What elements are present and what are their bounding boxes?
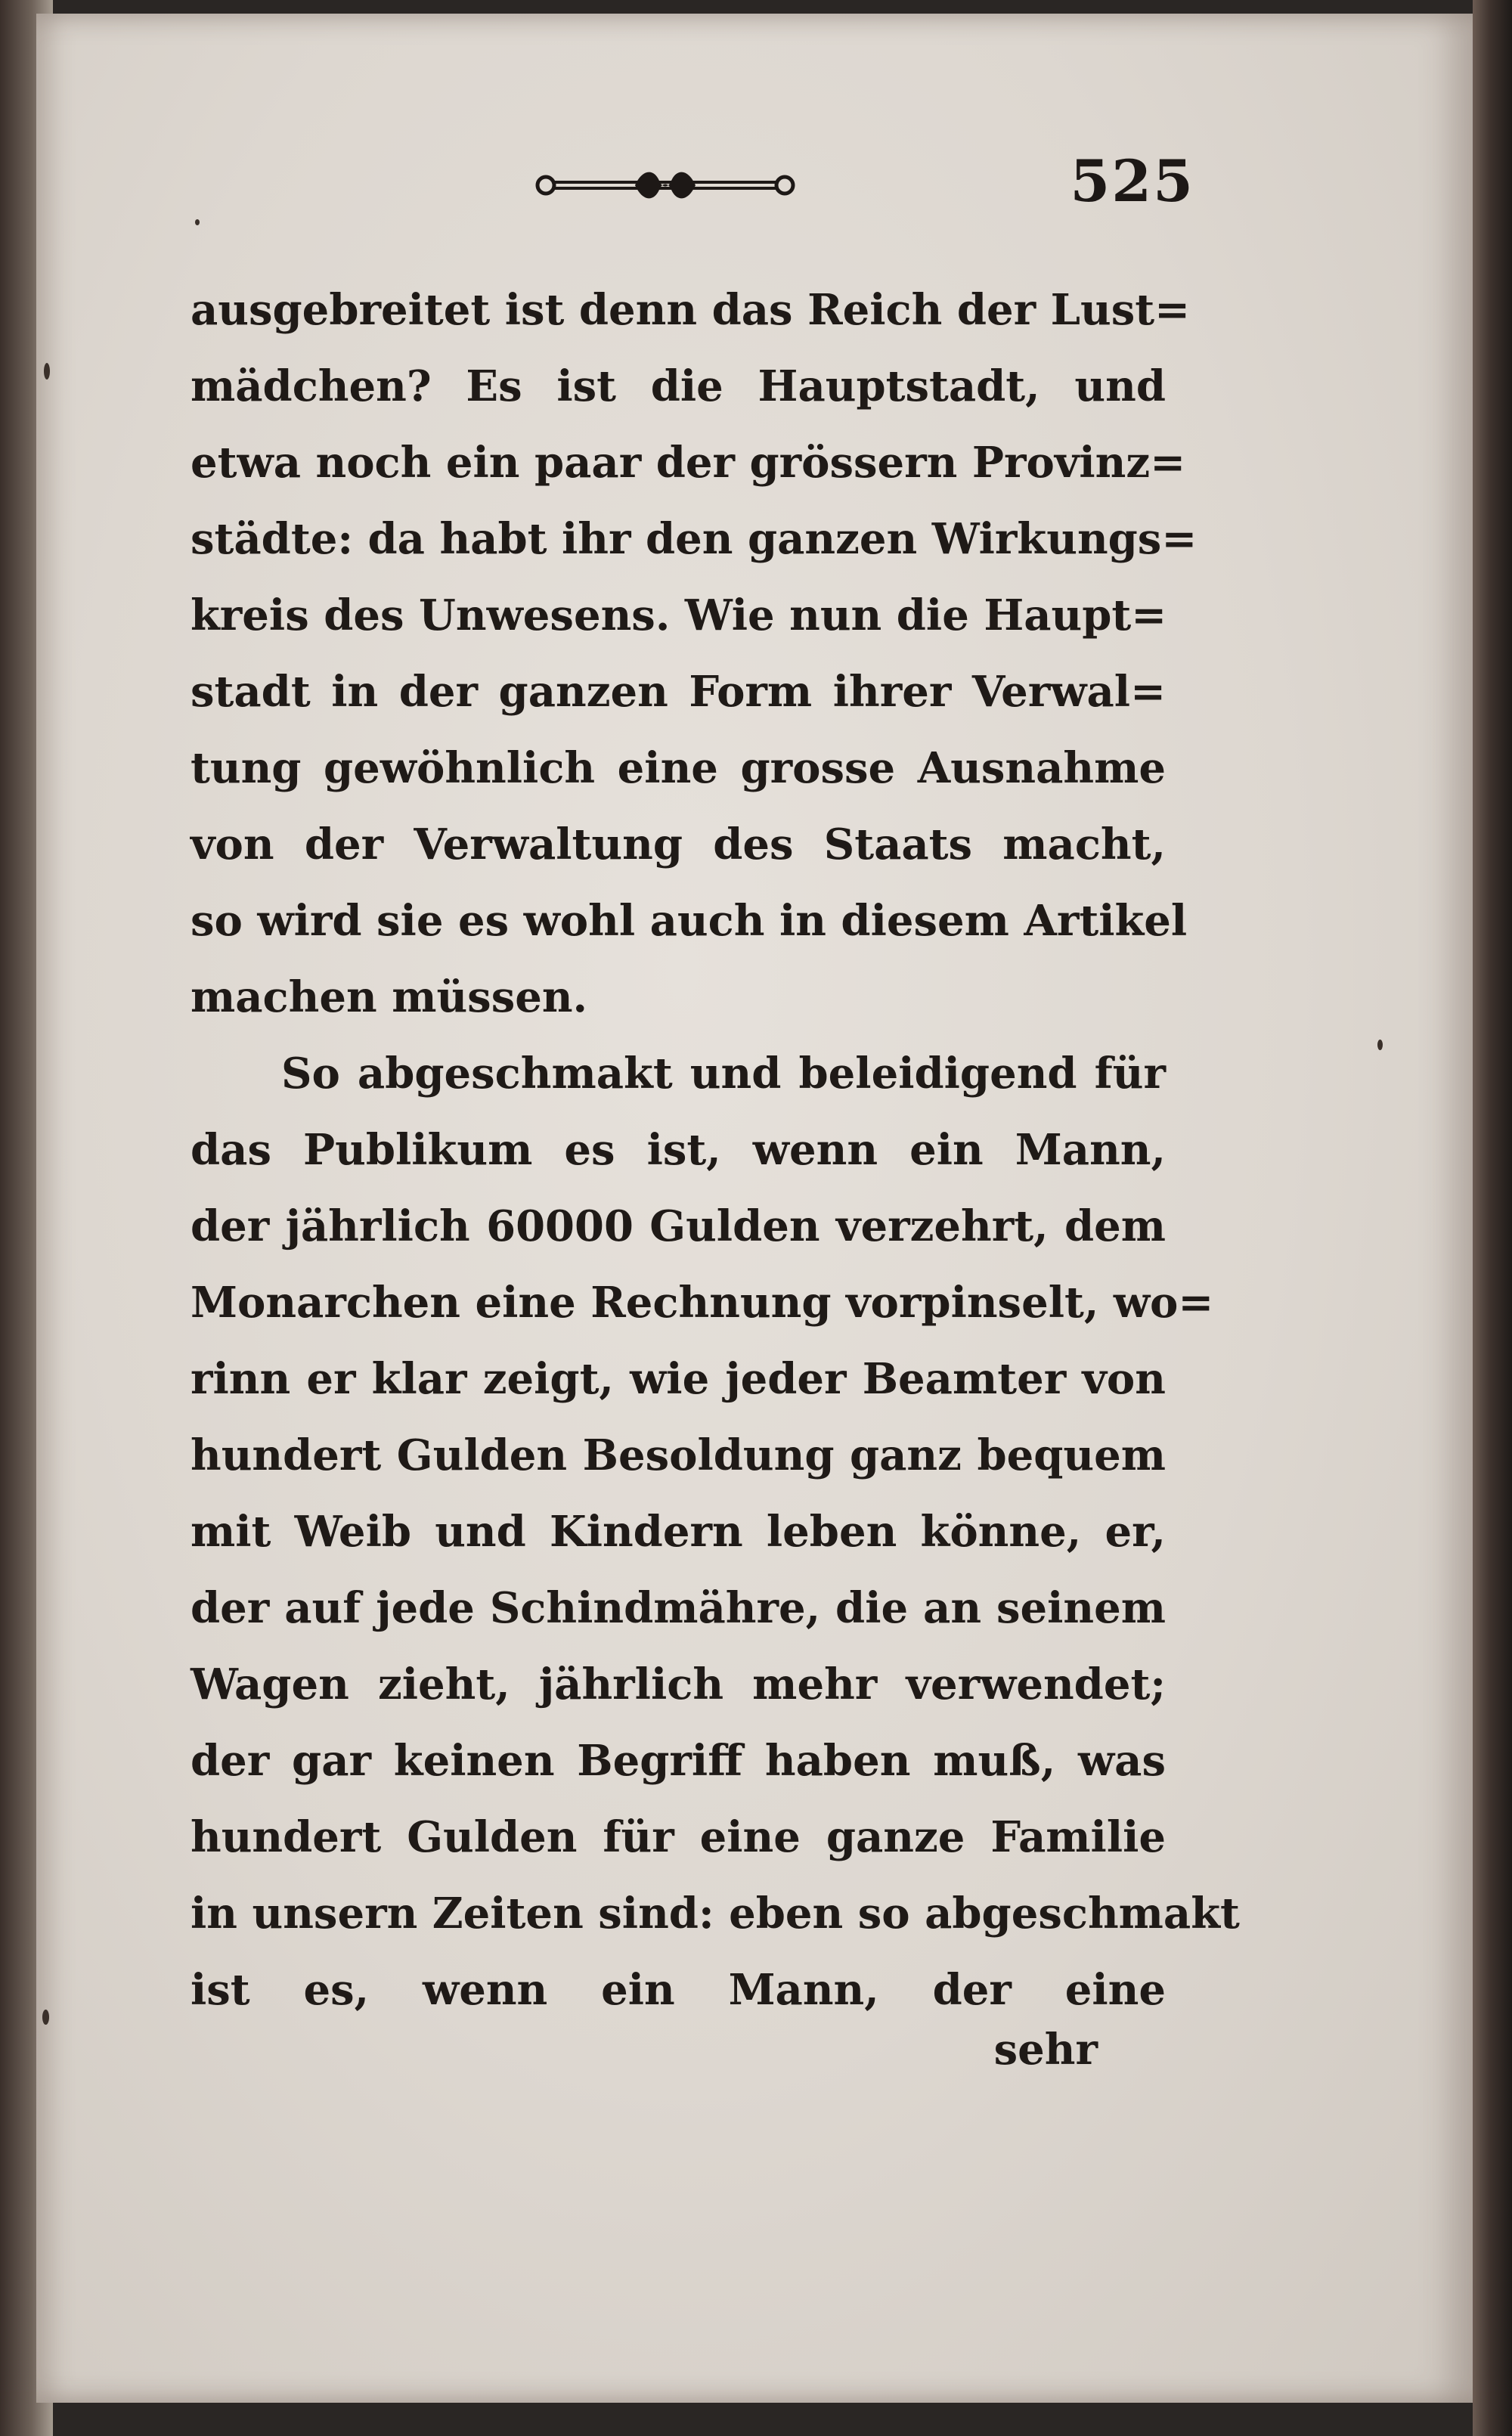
text-line: so wird sie es wohl auch in diesem Artikel: [191, 896, 1188, 946]
text-line: ausgebreitet ist denn das Reich der Lust=: [191, 285, 1191, 335]
text-line: der gar keinen Begriff haben muß, was: [191, 1736, 1166, 1786]
paper-speck: [1377, 1040, 1383, 1050]
text-line: ist es, wenn ein Mann, der eine: [191, 1965, 1166, 2015]
text-line: städte: da habt ihr den ganzen Wirkungs=: [191, 514, 1198, 564]
page-header: [529, 147, 1194, 223]
text-line: hundert Gulden für eine ganze Familie: [191, 1812, 1166, 1862]
catchword-row: [191, 2025, 1098, 2100]
body-text: [191, 272, 1240, 2028]
text-line: der auf jede Schindmähre, die an seinem: [191, 1583, 1166, 1633]
text-line: Wagen zieht, jährlich mehr verwendet;: [191, 1660, 1166, 1709]
catchword: sehr: [993, 2025, 1098, 2075]
page-number: 525: [1070, 147, 1194, 215]
text-line: der jährlich 60000 Gulden verzehrt, dem: [191, 1201, 1166, 1251]
text-line: in unsern Zeiten sind: eben so abgeschmakt: [191, 1889, 1240, 1939]
text-line: mädchen? Es ist die Hauptstadt, und: [191, 361, 1166, 411]
page-edge-shadow: [1473, 0, 1512, 2436]
text-line-paragraph-start: So abgeschmakt und beleidigend für: [281, 1049, 1166, 1099]
text-line: kreis des Unwesens. Wie nun die Haupt=: [191, 590, 1167, 640]
text-line: Monarchen eine Rechnung vorpinselt, wo=: [191, 1278, 1214, 1328]
paper-speck: [44, 363, 50, 380]
paper-speck: [195, 219, 200, 225]
text-line-paragraph-end: machen müssen.: [191, 972, 588, 1022]
text-line: etwa noch ein paar der grössern Provinz=: [191, 438, 1186, 488]
ornamental-rule-icon: [529, 163, 801, 208]
paper-speck: [42, 2010, 49, 2025]
text-line: stadt in der ganzen Form ihrer Verwal=: [191, 667, 1166, 717]
text-line: hundert Gulden Besoldung ganz bequem: [191, 1430, 1166, 1480]
text-line: tung gewöhnlich eine grosse Ausnahme: [191, 743, 1166, 793]
text-line: das Publikum es ist, wenn ein Mann,: [191, 1125, 1166, 1175]
text-line: mit Weib und Kindern leben könne, er,: [191, 1507, 1166, 1557]
text-line: rinn er klar zeigt, wie jeder Beamter von: [191, 1354, 1166, 1404]
text-line: von der Verwaltung des Staats macht,: [191, 820, 1166, 869]
